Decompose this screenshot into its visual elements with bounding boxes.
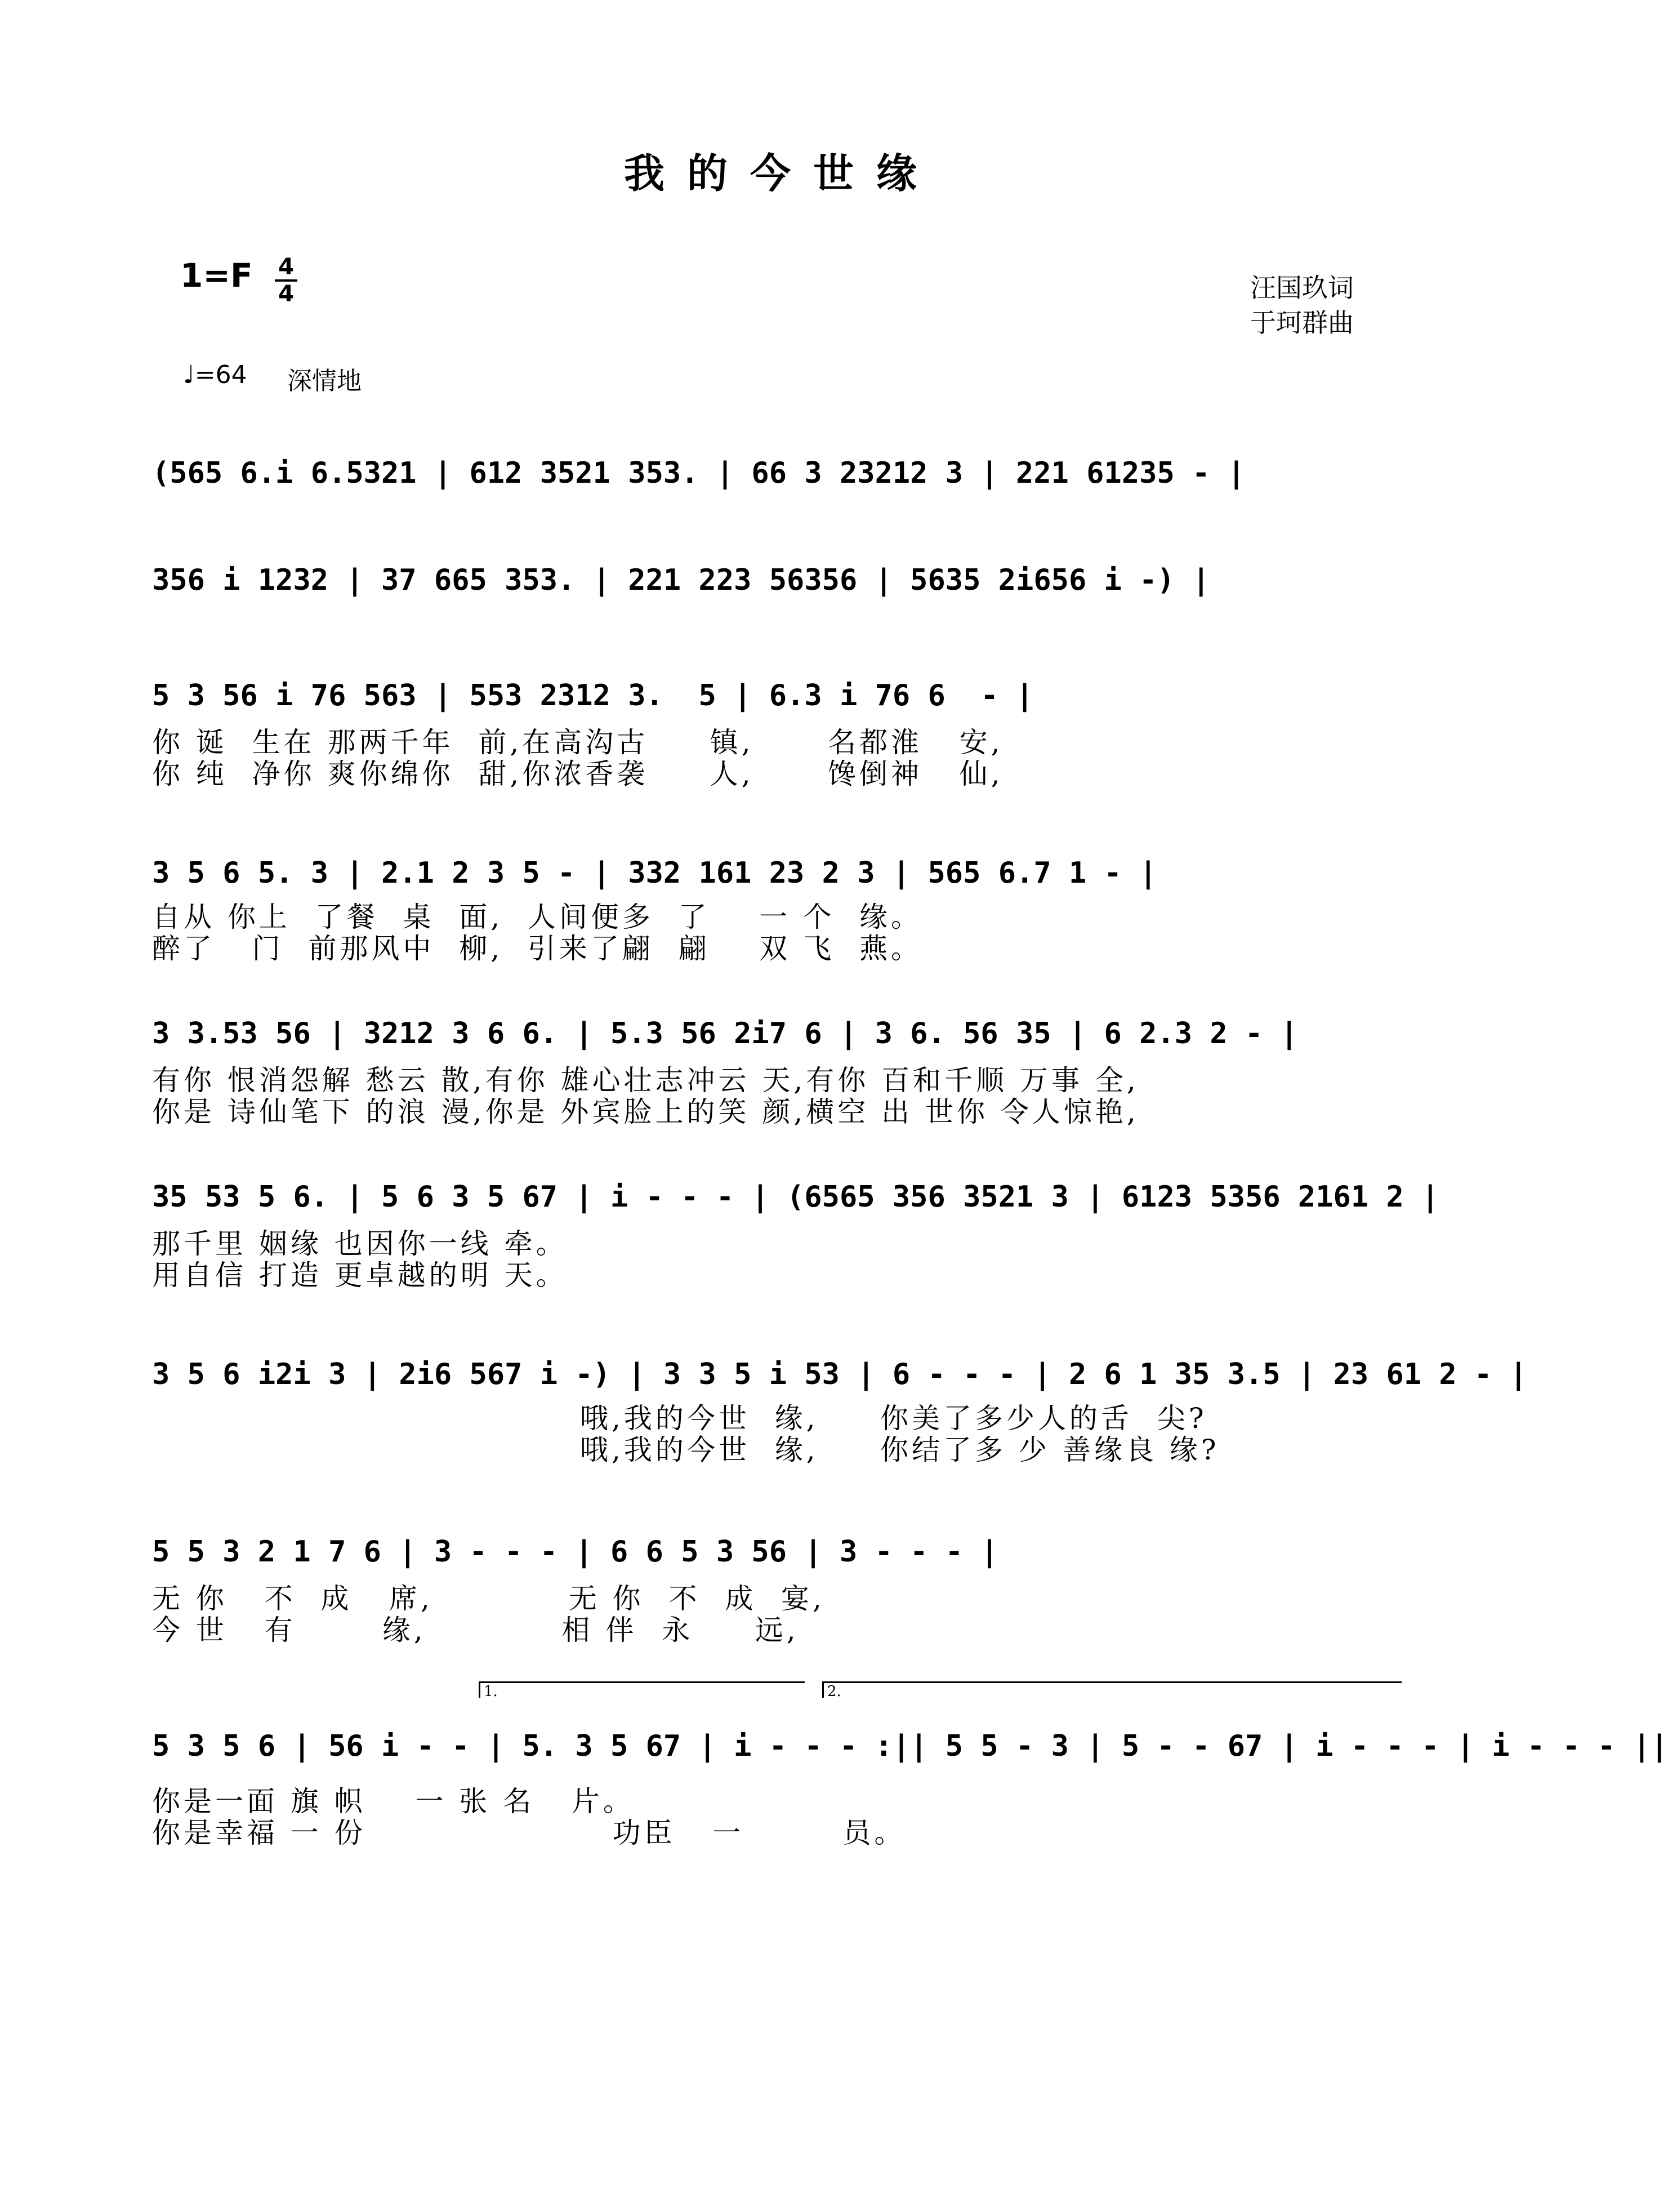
- notation-line: (565 6.i 6.5321 | 612 3521 353. | 66 3 23212 3 | 221 61235 - |: [152, 456, 1246, 490]
- page-title: 我的今世缘: [623, 150, 939, 197]
- lyrics-verse-1: 你是一面 旗 帜 一 张 名 片。: [152, 1785, 635, 1818]
- notation-line: 5 3 56 i 76 563 | 553 2312 3. 5 | 6.3 i 76 6 - |: [152, 679, 1034, 713]
- lyrics-verse-2: 用自信 打造 更卓越的明 天。: [152, 1259, 568, 1292]
- notation-line: 3 3.53 56 | 3212 3 6 6. | 5.3 56 2i7 6 | 3 6. 56 35 | 6 2.3 2 - |: [152, 1017, 1298, 1051]
- key-signature: 1=F: [180, 256, 253, 295]
- lyrics-verse-2: 你是幸福 一 份 功臣 一 员。: [152, 1817, 906, 1849]
- time-signature-bottom: 4: [278, 281, 294, 307]
- lyrics-verse-1: 无 你 不 成 席, 无 你 不 成 宴,: [152, 1582, 825, 1615]
- lyrics-verse-1: 你 诞 生在 那两千年 前,在高沟古 镇, 名都淮 安,: [152, 726, 1004, 759]
- notation-line: 5 3 5 6 | 56 i - - | 5. 3 5 67 | i - - - :|| 5 5 - 3 | 5 - - 67 | i - - - | i - - - ||: [152, 1729, 1668, 1763]
- notation-line: 3 5 6 i2i 3 | 2i6 567 i -) | 3 3 5 i 53 | 6 - - - | 2 6 1 35 3.5 | 23 61 2 - |: [152, 1358, 1527, 1391]
- time-signature-top: 4: [278, 254, 294, 280]
- lyrics-verse-2: 醉了 门 前那风中 柳, 引来了翩 翩 双 飞 燕。: [152, 932, 922, 965]
- notation-line: 35 53 5 6. | 5 6 3 5 67 | i - - - | (6565 356 3521 3 | 6123 5356 2161 2 |: [152, 1180, 1439, 1214]
- lyrics-verse-2: 今 世 有 缘, 相 伴 永 远,: [152, 1614, 799, 1646]
- lyrics-verse-2: 你 纯 净你 爽你绵你 甜,你浓香袭 人, 馋倒神 仙,: [152, 758, 1004, 790]
- composer: 于珂群曲: [1250, 308, 1354, 338]
- notation-line: 3 5 6 5. 3 | 2.1 2 3 5 - | 332 161 23 2 3 | 565 6.7 1 - |: [152, 856, 1157, 890]
- lyrics-verse-1: 自从 你上 了餐 桌 面, 人间便多 了 一 个 缘。: [152, 901, 922, 933]
- credits: [1250, 270, 1354, 340]
- lyrics-verse-2: 哦,我的今世 缘, 你结了多 少 善缘良 缘?: [580, 1434, 1220, 1466]
- notation-line: 356 i 1232 | 37 665 353. | 221 223 56356 | 5635 2i656 i -) |: [152, 563, 1210, 597]
- notation-line: 5 5 3 2 1 7 6 | 3 - - - | 6 6 5 3 56 | 3 - - - |: [152, 1535, 998, 1569]
- lyrics-verse-1: 有你 恨消怨解 愁云 散,有你 雄心壮志冲云 天,有你 百和千顺 万事 全,: [152, 1064, 1139, 1097]
- volta-second-ending: 2.: [822, 1681, 1402, 1698]
- volta-first-ending: 1.: [479, 1681, 805, 1698]
- tempo-marking: ♩=64: [183, 360, 247, 389]
- expression-marking: 深情地: [287, 367, 362, 395]
- lyricist: 汪国玖词: [1250, 273, 1354, 303]
- time-signature: [275, 255, 297, 306]
- lyrics-verse-2: 你是 诗仙笔下 的浪 漫,你是 外宾脸上的笑 颜,横空 出 世你 令人惊艳,: [152, 1096, 1139, 1128]
- lyrics-verse-1: 那千里 姻缘 也因你一线 牵。: [152, 1227, 568, 1260]
- lyrics-verse-1: 哦,我的今世 缘, 你美了多少人的舌 尖?: [580, 1402, 1207, 1435]
